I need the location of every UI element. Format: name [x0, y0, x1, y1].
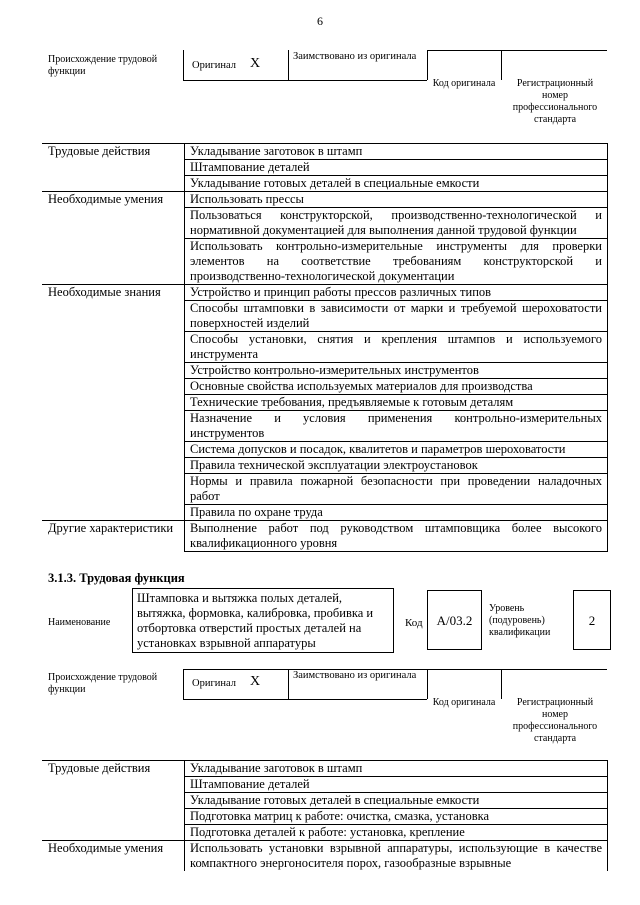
origin-mark: X — [250, 56, 261, 71]
table-cell: Правила технической эксплуатации электроустановок — [185, 458, 608, 474]
origin-reg-caption: Регистрационный номер профессионального стандарта — [512, 697, 598, 744]
table-cell: Основные свойства используемых материалов для производства — [185, 379, 608, 395]
table-cell: Укладывание готовых деталей в специальные емкости — [185, 793, 608, 809]
page-number: 6 — [317, 14, 323, 28]
table-cell: Штампование деталей — [185, 160, 608, 176]
table-cell: Нормы и правила пожарной безопасности при проведении наладочных работ — [185, 474, 608, 505]
origin-borrowed-label: Заимствовано из оригинала — [293, 51, 417, 62]
table-cell: Устройство контрольно-измерительных инструментов — [185, 363, 608, 379]
origin-label: Происхождение трудовой функции — [48, 54, 158, 77]
table-cell: Подготовка деталей к работе: установка, крепление — [185, 825, 608, 841]
name-label: Наименование — [48, 617, 111, 628]
origin-box-bottom-border — [183, 80, 427, 81]
code-label: Код — [405, 617, 423, 629]
origin-mark: X — [250, 674, 261, 689]
origin-borrowed-label: Заимствовано из оригинала — [293, 670, 417, 681]
row-label-other: Другие характеристики — [42, 521, 185, 552]
table-cell: Укладывание заготовок в штамп — [185, 144, 608, 160]
table-cell: Выполнение работ под руководством штамповщика более высокого квалификационного уровня — [185, 521, 608, 552]
origin-code-caption: Код оригинала — [432, 78, 496, 89]
row-label-knowledge: Необходимые знания — [42, 285, 185, 521]
table-cell: Использовать прессы — [185, 192, 608, 208]
origin-box-top-border — [427, 50, 607, 51]
table-cell: Укладывание заготовок в штамп — [185, 761, 608, 777]
level-value-box: 2 — [573, 590, 611, 650]
origin-box-divider — [501, 50, 502, 80]
function-name-box: Штамповка и вытяжка полых деталей, вытяжка, формовка, калибровка, пробивка и отбортовка отверстий простых деталей на установках взрывной аппаратуры — [132, 588, 394, 653]
function-table-1 — [42, 143, 608, 552]
row-label-actions: Трудовые действия — [42, 761, 185, 841]
table-cell: Укладывание готовых деталей в специальные емкости — [185, 176, 608, 192]
table-cell: Технические требования, предъявляемые к готовым деталям — [185, 395, 608, 411]
origin-box-bottom-border — [183, 699, 427, 700]
origin-reg-caption: Регистрационный номер профессионального стандарта — [512, 78, 598, 125]
origin-box-divider — [427, 50, 428, 80]
origin-box-left-border — [183, 669, 184, 699]
table-cell: Подготовка матриц к работе: очистка, смазка, установка — [185, 809, 608, 825]
table-cell: Способы установки, снятия и крепления штампов и используемого инструмента — [185, 332, 608, 363]
origin-box-divider — [288, 50, 289, 80]
origin-original-label: Оригинал — [192, 60, 236, 71]
code-value-box: A/03.2 — [427, 590, 482, 650]
table-cell: Правила по охране труда — [185, 505, 608, 521]
origin-box-divider — [501, 669, 502, 699]
table-cell: Штампование деталей — [185, 777, 608, 793]
table-cell: Устройство и принцип работы прессов различных типов — [185, 285, 608, 301]
level-label: Уровень (подуровень) квалификации — [489, 603, 551, 638]
section-title: 3.1.3. Трудовая функция — [48, 571, 185, 585]
origin-box-left-border — [183, 50, 184, 80]
origin-label: Происхождение трудовой функции — [48, 672, 158, 695]
row-label-actions: Трудовые действия — [42, 144, 185, 192]
origin-box-divider — [427, 669, 428, 699]
function-table-2 — [42, 760, 608, 871]
table-cell: Использовать контрольно-измерительные инструменты для проверки элементов на соответствие требованиям конструкторской и производственно-технологической документации — [185, 239, 608, 285]
table-cell: Пользоваться конструкторской, производственно-технологической и нормативной документацией для выполнения данной трудовой функции — [185, 208, 608, 239]
row-label-skills: Необходимые умения — [42, 841, 185, 872]
origin-code-caption: Код оригинала — [432, 697, 496, 708]
table-cell: Способы штамповки в зависимости от марки и требуемой шероховатости поверхностей изделий — [185, 301, 608, 332]
table-cell: Назначение и условия применения контрольно-измерительных инструментов — [185, 411, 608, 442]
origin-box-divider — [288, 669, 289, 699]
table-cell: Система допусков и посадок, квалитетов и параметров шероховатости — [185, 442, 608, 458]
origin-original-label: Оригинал — [192, 678, 236, 689]
row-label-skills: Необходимые умения — [42, 192, 185, 285]
table-cell: Использовать установки взрывной аппаратуры, использующие в качестве компактного энергоносителя порох, газообразные взрывные — [185, 841, 608, 872]
